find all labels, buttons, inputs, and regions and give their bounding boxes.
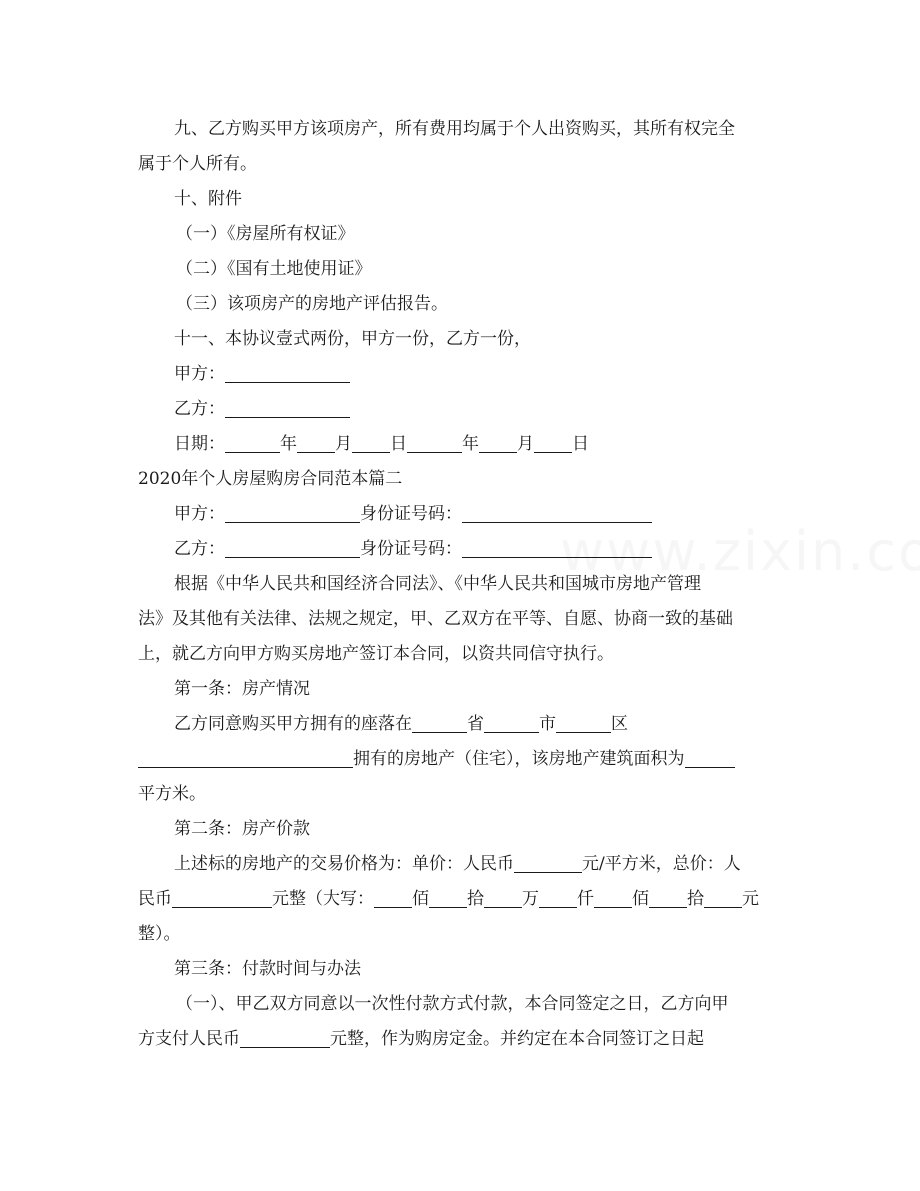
province-label: 省 [467, 714, 484, 734]
attachment-3: （三）该项房产的房地产评估报告。 [176, 294, 448, 314]
article-2-line-3: 整）。 [138, 924, 181, 944]
article-3-text-a: 方支付人民币 [138, 1029, 240, 1049]
attachment-2: （二）《国有土地使用证》 [176, 259, 372, 279]
deposit-blank [240, 1027, 330, 1048]
city-blank [484, 712, 539, 733]
article-1-text-a: 乙方同意购买甲方拥有的座落在 [174, 714, 412, 734]
bai-label-2: 佰 [632, 889, 649, 909]
area-blank [685, 747, 735, 768]
party-b-id-line [138, 532, 778, 567]
district-label: 区 [611, 714, 628, 734]
date-month-blank-2 [479, 432, 517, 453]
date-label: 日期： [174, 434, 225, 454]
shi-label-2: 拾 [687, 889, 704, 909]
city-label: 市 [539, 714, 556, 734]
district-blank [556, 712, 611, 733]
party-b-signature-line [138, 392, 778, 427]
date-year-2: 年 [462, 434, 479, 454]
party-a-id-blank [462, 502, 652, 523]
basis-line-2: 法》及其他有关法律、法规之规定，甲、乙双方在平等、自愿、协商一致的基础 [138, 609, 733, 629]
party-b-id-label: 身份证号码： [360, 539, 462, 559]
party-a-name-blank [225, 502, 360, 523]
document-content [138, 112, 778, 1057]
bai-label-1: 佰 [412, 889, 429, 909]
article-1-line-1 [138, 707, 778, 742]
party-b-name-blank [225, 537, 360, 558]
date-year-blank-2 [407, 432, 462, 453]
bai-blank-2 [594, 887, 632, 908]
date-line [138, 427, 778, 462]
date-month-2: 月 [517, 434, 534, 454]
date-day-1: 日 [390, 434, 407, 454]
article-2-text-a: 上述标的房地产的交易价格为：单价：人民币 [174, 854, 514, 874]
article-3-title: 第三条：付款时间与办法 [174, 959, 361, 979]
date-year-blank-1 [225, 432, 280, 453]
date-day-2: 日 [572, 434, 589, 454]
party-b-label-2: 乙方： [174, 539, 225, 559]
party-a-label: 甲方： [174, 364, 225, 384]
article-2-title: 第二条：房产价款 [174, 819, 310, 839]
clause-10-title: 十、附件 [174, 189, 242, 209]
article-2-text-d: 元整（大写： [272, 889, 374, 909]
clause-9-line-2: 属于个人所有。 [138, 154, 257, 174]
unit-price-blank [514, 852, 582, 873]
basis-line-1: 根据《中华人民共和国经济合同法》、《中华人民共和国城市房地产管理 [174, 574, 701, 594]
date-year-1: 年 [280, 434, 297, 454]
date-month-blank-1 [297, 432, 335, 453]
article-1-title: 第一条：房产情况 [174, 679, 310, 699]
qian-blank [539, 887, 577, 908]
section-title-2: 2020年个人房屋购房合同范本篇二 [138, 469, 403, 489]
wan-blank [484, 887, 522, 908]
wan-label: 万 [522, 889, 539, 909]
article-2-text-c: 民币 [138, 889, 172, 909]
article-2-text-b: 元/平方米，总价：人 [582, 854, 741, 874]
article-3-line-2 [138, 1022, 778, 1057]
yuan-blank [704, 887, 742, 908]
yuan-label: 元 [742, 889, 759, 909]
address-blank [138, 747, 353, 768]
article-2-line-2 [138, 882, 778, 917]
clause-9-line-1: 九、乙方购买甲方该项房产，所有费用均属于个人出资购买，其所有权完全 [174, 119, 735, 139]
party-b-label: 乙方： [174, 399, 225, 419]
shi-blank-2 [649, 887, 687, 908]
shi-label-1: 拾 [467, 889, 484, 909]
article-1-line-2 [138, 742, 778, 777]
party-a-id-label: 身份证号码： [360, 504, 462, 524]
article-1-line-3: 平方米。 [138, 784, 206, 804]
party-a-signature-line [138, 357, 778, 392]
article-3-text-b: 元整，作为购房定金。并约定在本合同签订之日起 [330, 1029, 704, 1049]
party-b-id-blank [462, 537, 652, 558]
clause-11: 十一、本协议壹式两份，甲方一份，乙方一份， [174, 329, 531, 349]
province-blank [412, 712, 467, 733]
article-1-text-b: 拥有的房地产（住宅），该房地产建筑面积为 [353, 749, 685, 769]
party-a-blank [225, 362, 350, 383]
total-price-blank [172, 887, 272, 908]
party-a-id-line [138, 497, 778, 532]
party-b-blank [225, 397, 350, 418]
shi-blank-1 [429, 887, 467, 908]
date-day-blank-2 [534, 432, 572, 453]
article-2-line-1 [138, 847, 778, 882]
article-3-line-1: （一）、甲乙双方同意以一次性付款方式付款，本合同签定之日，乙方向甲 [176, 994, 729, 1014]
date-day-blank-1 [352, 432, 390, 453]
qian-label: 仟 [577, 889, 594, 909]
date-month-1: 月 [335, 434, 352, 454]
party-a-label-2: 甲方： [174, 504, 225, 524]
bai-blank-1 [374, 887, 412, 908]
attachment-1: （一）《房屋所有权证》 [176, 224, 355, 244]
basis-line-3: 上，就乙方向甲方购买房地产签订本合同，以资共同信守执行。 [138, 644, 614, 664]
